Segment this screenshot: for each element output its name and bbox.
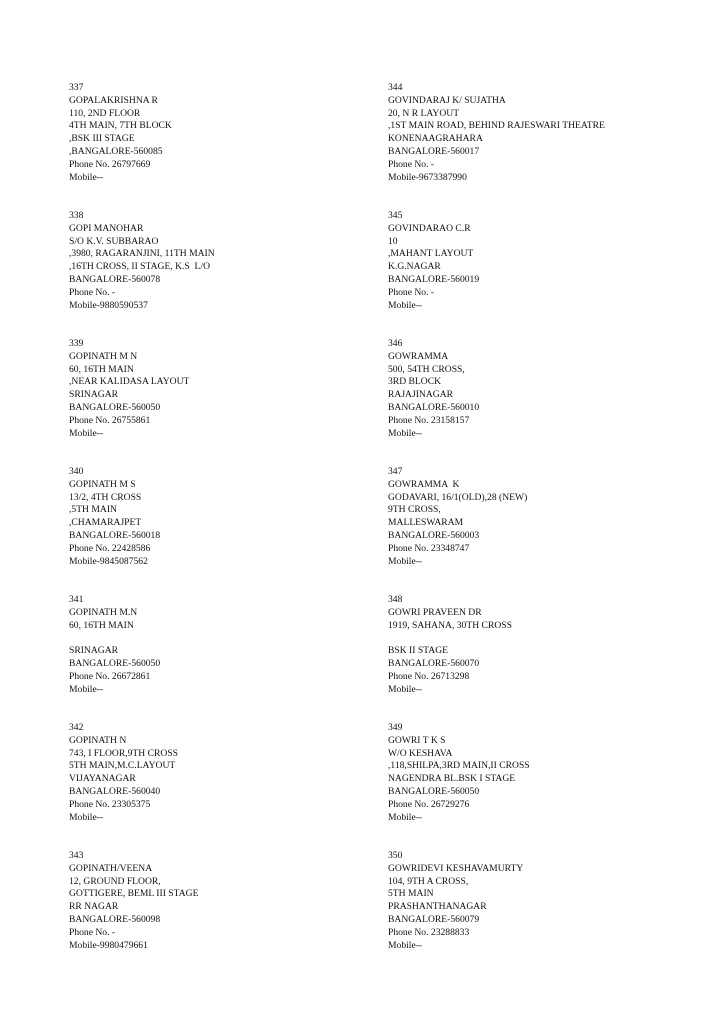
phone-number: Phone No. 23288833 (388, 926, 470, 938)
address-line-3: BSK II STAGE (388, 645, 448, 657)
entry-name: GOWRI PRAVEEN DR (388, 606, 482, 618)
entry-number: 339 (69, 338, 84, 349)
city-pincode: BANGALORE-560079 (388, 913, 480, 925)
directory-entry (69, 338, 389, 466)
address-line-1: 743, I FLOOR,9TH CROSS (69, 747, 179, 759)
address-line-2: 5TH MAIN,M.C.LAYOUT (69, 760, 176, 772)
directory-entry (388, 466, 708, 594)
entry-name: GOPINATH M S (69, 478, 136, 490)
mobile-number: Mobile-- (388, 939, 423, 951)
entry-name: GOVINDARAJ K/ SUJATHA (388, 94, 506, 106)
right-column (388, 82, 708, 978)
phone-number: Phone No. - (388, 158, 435, 170)
entry-number: 340 (69, 466, 84, 477)
address-line-3: SRINAGAR (69, 645, 119, 657)
address-line-1: 500, 54TH CROSS, (388, 363, 465, 375)
phone-number: Phone No. 26672861 (69, 670, 151, 682)
phone-number: Phone No. 26713298 (388, 670, 470, 682)
directory-entry (69, 210, 389, 338)
city-pincode: BANGALORE-560017 (388, 145, 480, 157)
entry-number: 341 (69, 594, 84, 605)
city-pincode: BANGALORE-560050 (69, 657, 161, 669)
directory-entry (388, 850, 708, 978)
address-line-3: ,CHAMARAJPET (69, 517, 142, 529)
address-line-2: ,5TH MAIN (69, 504, 117, 516)
entry-name: GOPINATH M N (69, 350, 138, 362)
address-line-1: 104, 9TH A CROSS, (388, 875, 469, 887)
entry-number: 350 (388, 850, 403, 861)
city-pincode: BANGALORE-560018 (69, 529, 161, 541)
entry-name: GOPALAKRISHNA R (69, 94, 158, 106)
address-line-2: 9TH CROSS, (388, 504, 441, 516)
address-line-3: VIJAYANAGAR (69, 773, 136, 785)
entry-number: 346 (388, 338, 403, 349)
address-line-1: S/O K.V. SUBBARAO (69, 235, 159, 247)
entry-name: GOPI MANOHAR (69, 222, 144, 234)
city-pincode: BANGALORE-560003 (388, 529, 480, 541)
phone-number: Phone No. 23348747 (388, 542, 470, 554)
mobile-number: Mobile-- (69, 171, 104, 183)
address-line-2: ,NEAR KALIDASA LAYOUT (69, 376, 190, 388)
address-line-1: 110, 2ND FLOOR (69, 107, 141, 119)
address-line-1: 13/2, 4TH CROSS (69, 491, 142, 503)
address-line-3: KONENAAGRAHARA (388, 133, 483, 145)
entry-name: GOWRIDEVI KESHAVAMURTY (388, 862, 524, 874)
phone-number: Phone No. 26797669 (69, 158, 151, 170)
address-line-3: NAGENDRA BL.BSK I STAGE (388, 773, 516, 785)
phone-number: Phone No. - (69, 286, 116, 298)
phone-number: Phone No. 23305375 (69, 798, 151, 810)
address-line-2: ,MAHANT LAYOUT (388, 248, 474, 260)
entry-name: GOPINATH M.N (69, 606, 138, 618)
entry-number: 342 (69, 722, 84, 733)
phone-number: Phone No. 23158157 (388, 414, 470, 426)
entry-name: GOWRI T K S (388, 734, 446, 746)
city-pincode: BANGALORE-560019 (388, 273, 480, 285)
mobile-number: Mobile-9845087562 (69, 555, 148, 567)
address-line-1: 20, N R LAYOUT (388, 107, 460, 119)
entry-name: GOPINATH N (69, 734, 127, 746)
city-pincode: BANGALORE-560050 (69, 401, 161, 413)
phone-number: Phone No. - (388, 286, 435, 298)
city-pincode: BANGALORE-560098 (69, 913, 161, 925)
address-line-2: 5TH MAIN (388, 888, 434, 900)
mobile-number: Mobile-- (388, 299, 423, 311)
city-pincode: BANGALORE-560040 (69, 785, 161, 797)
directory-entry (388, 82, 708, 210)
entry-number: 337 (69, 82, 84, 93)
address-line-1: 60, 16TH MAIN (69, 363, 134, 375)
address-line-1: W/O KESHAVA (388, 747, 453, 759)
address-line-2: GOTTIGERE, BEML III STAGE (69, 888, 199, 900)
directory-entry (69, 466, 389, 594)
left-column (69, 82, 389, 978)
phone-number: Phone No. 26755861 (69, 414, 151, 426)
phone-number: Phone No. 26729276 (388, 798, 470, 810)
address-line-3: RR NAGAR (69, 901, 119, 913)
address-line-1: 1919, SAHANA, 30TH CROSS (388, 619, 512, 631)
entry-number: 344 (388, 82, 403, 93)
mobile-number: Mobile-9673387990 (388, 171, 467, 183)
address-line-2: ,118,SHILPA,3RD MAIN,II CROSS (388, 760, 530, 772)
entry-number: 338 (69, 210, 84, 221)
city-pincode: ,BANGALORE-560085 (69, 145, 163, 157)
city-pincode: BANGALORE-560070 (388, 657, 480, 669)
address-line-2 (69, 632, 389, 645)
address-line-2: 4TH MAIN, 7TH BLOCK (69, 120, 172, 132)
entry-number: 348 (388, 594, 403, 605)
entry-number: 347 (388, 466, 403, 477)
mobile-number: Mobile-- (69, 427, 104, 439)
mobile-number: Mobile-- (388, 683, 423, 695)
entry-name: GOWRAMMA (388, 350, 449, 362)
address-line-2: ,1ST MAIN ROAD, BEHIND RAJESWARI THEATRE (388, 120, 605, 132)
directory-entry (388, 594, 708, 722)
address-line-3: ,BSK III STAGE (69, 133, 135, 145)
mobile-number: Mobile-- (388, 555, 423, 567)
mobile-number: Mobile-- (388, 427, 423, 439)
address-line-1: 60, 16TH MAIN (69, 619, 134, 631)
address-line-3: K.G.NAGAR (388, 261, 441, 273)
directory-entry (388, 210, 708, 338)
city-pincode: BANGALORE-560010 (388, 401, 480, 413)
city-pincode: BANGALORE-560078 (69, 273, 161, 285)
entry-number: 349 (388, 722, 403, 733)
address-line-2: ,3980, RAGARANJINI, 11TH MAIN (69, 248, 215, 260)
city-pincode: BANGALORE-560050 (388, 785, 480, 797)
address-line-3: PRASHANTHANAGAR (388, 901, 487, 913)
phone-number: Phone No. 22428586 (69, 542, 151, 554)
entry-name: GOWRAMMA K (388, 478, 460, 490)
mobile-number: Mobile-- (69, 683, 104, 695)
directory-entry (388, 338, 708, 466)
address-line-3: ,16TH CROSS, II STAGE, K.S L/O (69, 261, 211, 273)
entry-name: GOPINATH/VEENA (69, 862, 153, 874)
mobile-number: Mobile-- (388, 811, 423, 823)
address-line-1: GODAVARI, 16/1(OLD),28 (NEW) (388, 491, 528, 503)
address-line-1: 10 (388, 235, 398, 247)
entry-number: 343 (69, 850, 84, 861)
address-line-3: MALLESWARAM (388, 517, 464, 529)
directory-entry (69, 82, 389, 210)
mobile-number: Mobile-9980479661 (69, 939, 148, 951)
address-line-1: 12, GROUND FLOOR, (69, 875, 161, 887)
directory-entry (69, 594, 389, 722)
entry-name: GOVINDARAO C.R (388, 222, 471, 234)
address-line-3: RAJAJINAGAR (388, 389, 454, 401)
address-line-3: SRINAGAR (69, 389, 119, 401)
entry-number: 345 (388, 210, 403, 221)
address-line-2 (388, 632, 708, 645)
directory-entry (69, 722, 389, 850)
address-line-2: 3RD BLOCK (388, 376, 442, 388)
mobile-number: Mobile-9880590537 (69, 299, 148, 311)
phone-number: Phone No. - (69, 926, 116, 938)
directory-entry (69, 850, 389, 978)
mobile-number: Mobile-- (69, 811, 104, 823)
directory-entry (388, 722, 708, 850)
